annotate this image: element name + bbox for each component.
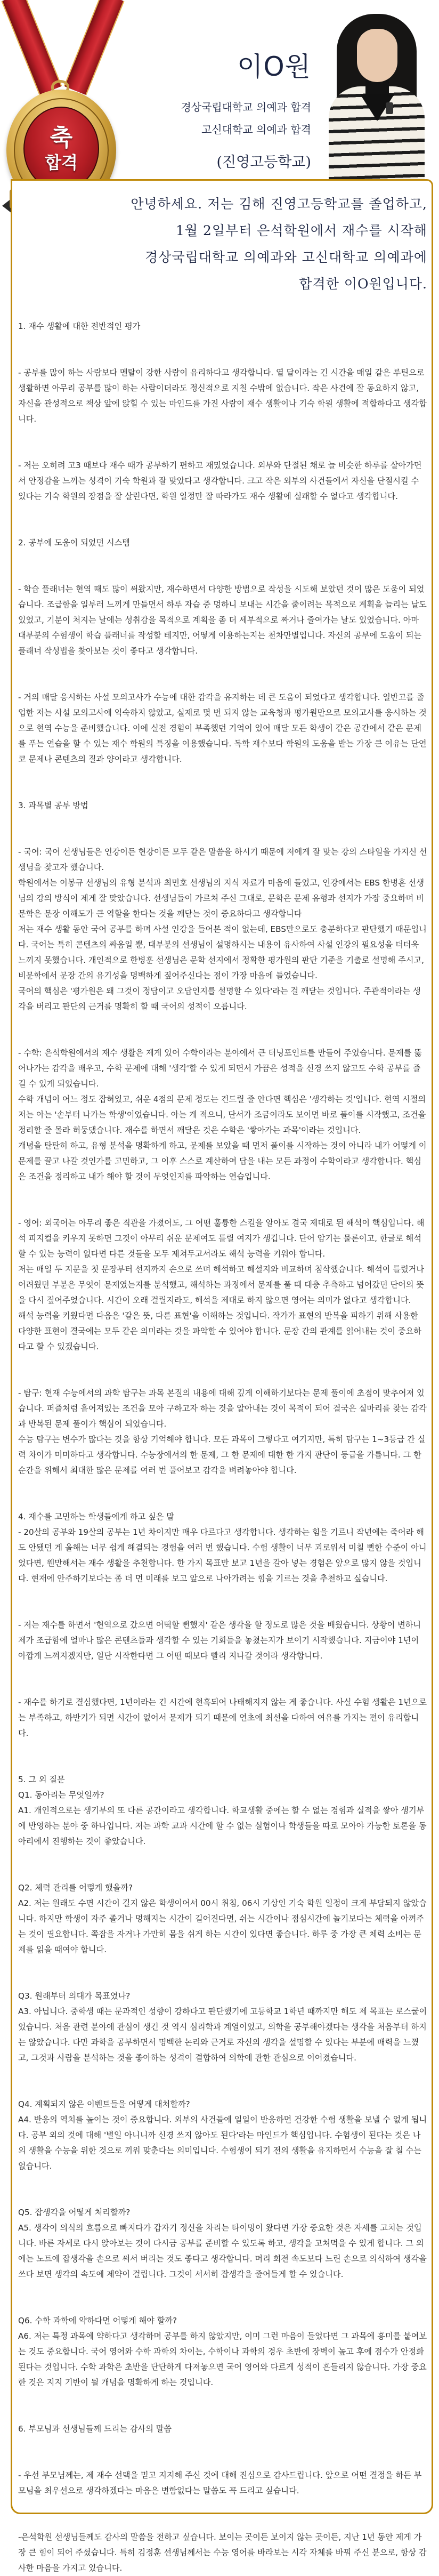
accepted-schools bbox=[181, 96, 311, 141]
mic-icon bbox=[386, 102, 393, 114]
question: Q3. 원래부터 의대가 목표였나? bbox=[18, 1991, 131, 2001]
high-school: (진영고등학교) bbox=[216, 154, 311, 171]
paragraph-math: - 수학: 은석학원에서의 재수 생활은 제게 있어 수학이라는 분야에서 큰 터닝포인트를 만들어 주었습니다. 문제를 뚫어나가는 감각을 배우고, 수학 문제에 대해 '생각'할 수 있게 되면서 가끔은 성적을 신경 쓰지 않고도 수학 공부를 즐길 수 있게 되었습니다. bbox=[18, 1048, 422, 1089]
paragraph: - 저는 오히려 고3 때보다 재수 때가 공부하기 편하고 재밌었습니다. 외부와 단절된 채로 늘 비슷한 하루를 살아가면서 안정감을 느끼는 성격이 기숙 학원과 잘 맞았다고 생각합니다. 크고 작은 외부의 사건들에서 자신을 단절시킬 수 있다는 기숙 학원의 장점을 잘 살린다면, 학원 일정만 잘 따라가도 재수 생활에 실패할 수 없다고 생각합니다. bbox=[18, 461, 422, 501]
question: Q1. 동아리는 무엇일까? bbox=[18, 1790, 104, 1800]
section-heading: 6. 부모님과 선생님들께 드리는 감사의 말씀 bbox=[18, 2424, 172, 2434]
paragraph-science: 수능 탐구는 변수가 많다는 것을 항상 기억해야 합니다. 모든 과목이 그렇다고 여기지만, 특히 탐구는 1~3등급 간 실력 차이가 미미하다고 생각합니다. 수능장에서의 한 문제, 그 한 문제에 대한 한 가지 판단이 등급을 가릅니다. 그 한순간을 위해서 최대한 많은 문제를 여러 번 풀어보고 감각을 벼려놓아야 합니다. bbox=[18, 1435, 426, 1475]
medal-ribbon-right bbox=[64, 0, 125, 95]
question: Q6. 수학 과학에 약하다면 어떻게 해야 할까? bbox=[18, 2316, 177, 2325]
student-photo bbox=[326, 6, 427, 180]
paragraph: -은석학원 선생님들께도 감사의 말씀을 전하고 싶습니다. 보이는 곳이든 보이지 않는 곳이든, 지난 1년 동안 제게 가장 큰 힘이 되어 주셨습니다. 특히 김정훈 선생님께서는 수능 영어를 바라보는 시각 자체를 바꿔 주신 분으로, 항상 감사한 마음을 가지고 있습니다. bbox=[18, 2532, 427, 2573]
medal-title: 합격 bbox=[45, 152, 78, 173]
paragraph-english: 저는 매일 두 지문을 첫 문장부터 선지까지 손으로 쓰며 해석하고 해설지와 비교하며 첨삭했습니다. 해석이 틀렸거나 어려웠던 부분은 무엇이 문제였는지를 분석했고, 해석하는 과정에서 문제를 풀 때 대충 추측하고 넘어갔던 단어의 뜻을 다시 짚어주었습니다. 시간이 오래 걸릴지라도, 해석을 제대로 하지 않으면 영어는 의미가 없다고 생각합니다. bbox=[18, 1265, 424, 1305]
answer: A4. 반응의 역치를 높이는 것이 중요합니다. 외부의 사건들에 일일이 반응하면 건강한 수험 생활을 보낼 수 없게 됩니다. 공부 외의 것에 대해 '별일 아니니까 신경 쓰지 않아도 된다'라는 마인드가 핵심입니다. 수험생이 된다는 것은 나의 생활을 수능을 위한 것으로 끼워 맞춘다는 의미입니다. 수험생이 되기 전의 생활을 유지하면서 수능을 잘 칠 수는 없습니다. bbox=[18, 2115, 427, 2171]
paragraph: - 학습 플래너는 현역 때도 많이 써왔지만, 재수하면서 다양한 방법으로 작성을 시도해 보았던 것이 많은 도움이 되었습니다. 조급함을 일부러 느끼게 만들면서 하루 자습 중 멍하니 보내는 시간을 줄이려는 목적으로 계획을 늘리는 날도 있었고, 기분이 처지는 날에는 성취감을 목적으로 계획을 좀 더 세부적으로 짜거나 줄여가는 날도 있었습니다. 아마 대부분의 수험생이 학습 플래너를 작성할 테지만, 어떻게 이용하는지는 천차만별입니다. 자신의 공부에 도움이 되는 플래너 작성법을 찾아보는 것이 좋다고 생각합니다. bbox=[18, 584, 427, 656]
paragraph: - 재수를 하기로 결심했다면, 1년이라는 긴 시간에 현혹되어 나태해지지 않는 게 좋습니다. 사실 수험 생활은 1년으로는 부족하고, 하반기가 되면 시간이 없어서 문제가 되기 때문에 연초에 최선을 다하여 여유를 가지는 편이 유리합니다. bbox=[18, 1697, 427, 1738]
paragraph: - 거의 매달 응시하는 사설 모의고사가 수능에 대한 감각을 유지하는 데 큰 도움이 되었다고 생각합니다. 일반고를 졸업한 저는 사설 모의고사에 익숙하지 않았고, 실제로 몇 번 되지 않는 교육청과 평가원만으로 모의고사를 응시하는 것으로 현역 수능을 준비했습니다. 이에 실전 경험이 부족했던 기억이 있어 매달 모든 학생이 같은 공간에서 같은 문제를 푸는 연습을 할 수 있는 재수 학원의 특징을 이용했습니다. 독학 재수보다 학원의 도움을 받는 가장 큰 이유는 단연코 문제나 콘텐츠의 질과 양이라고 생각합니다. bbox=[18, 693, 427, 764]
testimonial-body bbox=[18, 319, 428, 2576]
paragraph-math: 개념을 탄탄히 하고, 유형 분석을 명확하게 하고, 문제를 보았을 때 먼저 풀이를 시작하는 것이 아니라 내가 어떻게 이 문제를 끌고 나갈 것인가를 고민하고, 그 이후 스스로 계산하여 답을 내는 모든 과정이 수학이라고 생각합니다. 핵심은 조건을 정리하고 내가 해야 할 것이 무엇인지를 파악하는 연습입니다. bbox=[18, 1141, 427, 1181]
paragraph-korean: - 국어: 국어 선생님들은 인강이든 현강이든 모두 같은 말씀을 하시기 때문에 저에게 잘 맞는 강의 스타일을 가지신 선생님을 찾고자 했습니다. bbox=[18, 847, 427, 872]
paragraph-korean: 저는 재수 생활 동안 국어 공부를 하며 사설 인강을 들어본 적이 없는데, EBS만으로도 충분하다고 판단했기 때문입니다. 국어는 특히 콘텐츠의 싸움일 뿐, 대부분의 선생님이 설명하시는 내용이 유사하여 사설 인강의 필요성을 더더욱 느끼지 못했습니다. 개인적으로 한병훈 선생님은 문학 선지에서 정확한 평가원의 판단 기준을 기출로 설명해 주시고, 비문학에서 문장 간의 유기성을 명백하게 짚어주신다는 점이 가장 마음에 들었습니다. bbox=[18, 924, 427, 980]
paragraph-korean: 학원에서는 이봉규 선생님의 유형 분석과 최민호 선생님의 지식 자료가 마음에 들었고, 인강에서는 EBS 한병훈 선생님의 강의 방식이 제게 잘 맞았습니다. 선생님들이 가르쳐 주신 그대로, 문학은 문제 유형과 선지가 가장 중요하며 비문학은 문장 이해도가 큰 역할을 한다는 것을 깨닫는 것이 중요하다고 생각합니다 bbox=[18, 878, 425, 919]
accepted-school-2: 고신대학교 의예과 합격 bbox=[201, 123, 311, 136]
section-heading: 2. 공부에 도움이 되었던 시스템 bbox=[18, 538, 130, 548]
section-heading: 5. 그 외 질문 bbox=[18, 1775, 65, 1784]
medal-big-char: 축 bbox=[50, 124, 73, 151]
paragraph-korean: 국어의 핵심은 '평가원은 왜 그것이 정답이고 오답인지를 설명할 수 있다'라는 걸 깨닫는 것입니다. 주관적이라는 생각을 버리고 판단의 근거를 명확히 할 때 국어의 성적이 오릅니다. bbox=[18, 986, 421, 1011]
paragraph-english: - 영어: 외국어는 아무리 좋은 직관을 가졌어도, 그 어떤 훌륭한 스킬을 알아도 결국 제대로 된 해석이 핵심입니다. 해석 피지컬을 키우지 못하면 그것이 아무리 쉬운 문제여도 틀릴 여지가 생깁니다. 단어 암기는 물론이고, 한글로 해석할 수 있는 능력이 없다면 다른 것들을 모두 제쳐두고서라도 해석 능력을 키워야 합니다. bbox=[18, 1218, 425, 1259]
paragraph-science: - 탐구: 현재 수능에서의 과학 탐구는 과목 본질의 내용에 대해 깊게 이해하기보다는 문제 풀이에 초점이 맞추어져 있습니다. 퍼즐처럼 흩어져있는 조건을 모아 구하고자 하는 것을 알아내는 것이 목적이 되어 결국은 실마리를 찾는 감각과 반복된 문제 풀이가 핵심이 되었습니다. bbox=[18, 1388, 427, 1429]
paragraph: - 저는 재수를 하면서 '현역으로 갔으면 어떡할 뻔했지' 같은 생각을 할 정도로 많은 것을 배웠습니다. 상황이 변하니 제가 조급함에 얼마나 많은 콘텐츠들과 생각할 수 있는 기회들을 놓쳤는지가 보이기 시작했습니다. 지금이야 1년이 아깝게 느껴지겠지만, 일단 시작한다면 그 어떤 때보다 빨리 지나갈 것이라 생각합니다. bbox=[18, 1620, 421, 1661]
paragraph-math: 수학 개념이 어느 정도 잡혀있고, 쉬운 4점의 문제 정도는 건드릴 줄 안다면 핵심은 '생각하는 것'입니다. 현역 시절의 저는 아는 '손부터 나가는 학생'이었습니다. 아는 게 적으니, 단서가 조금이라도 보이면 바로 풀이를 시작했고, 조건을 정리할 줄 몰라 허둥댔습니다. 재수를 하면서 깨달은 것은 수학은 '쌓아가는 과목'이라는 것입니다. bbox=[18, 1094, 426, 1135]
paragraph: - 20살의 공부와 19살의 공부는 1년 차이지만 매우 다르다고 생각합니다. 생각하는 힘을 기르니 작년에는 죽어라 해도 안됐던 게 올해는 너무 쉽게 해결되는 경험을 여러 번 했습니다. 수험 생활이 너무 괴로워서 미칠 뻔한 수준이 아니었다면, 웬만해서는 재수 생활을 추천합니다. 한 가지 목표만 보고 1년을 갈아 넣는 경험은 앞으로 많지 않을 것입니다. 현재에 안주하기보다는 좀 더 먼 미래를 보고 앞으로 나아가려는 힘을 기르는 것을 추천하고 싶습니다. bbox=[18, 1527, 427, 1583]
accepted-school-1: 경상국립대학교 의예과 합격 bbox=[181, 101, 311, 114]
answer: A2. 저는 원래도 수면 시간이 길지 않은 학생이어서 00시 취침, 06시 기상인 기숙 학원 일정이 크게 부담되지 않았습니다. 하지만 학생이 자주 졸거나 멍해지는 시간이 길어진다면, 쉬는 시간이나 점심시간에 놀기보다는 체력을 아껴주는 것이 필요합니다. 쪽잠을 자거나 가만히 몸을 쉬게 하는 시간이 있다면 좋습니다. 하루 중 가장 큰 체력 소비는 문제를 읽을 때여야 합니다. bbox=[18, 1898, 427, 1954]
intro-greeting: 안녕하세요. 저는 김해 진영고등학교를 졸업하고, 1월 2일부터 은석학원에서 재수를 시작해 경상국립대학교 의예과와 고신대학교 의예과에 합격한 이O원입니다. bbox=[131, 196, 427, 292]
section-heading: 4. 재수를 고민하는 학생들에게 하고 싶은 말 bbox=[18, 1512, 174, 1522]
answer: A6. 저는 특정 과목에 약하다고 생각하며 공부를 하지 않았지만, 이미 그런 마음이 들었다면 그 과목에 흥미를 붙여보는 것도 중요합니다. 국어 영어와 수학 과학의 차이는, 수학이나 과학의 경우 초반에 장벽이 높고 후에 점수가 안정화된다는 것입니다. 수학 과학은 초반을 단단하게 다져놓으면 국어 영어와 다르게 성적이 흔들리지 않습니다. 가장 중요한 것은 지지 기반이 될 개념을 명확하게 하는 것입니다. bbox=[18, 2331, 427, 2387]
section-heading: 1. 재수 생활에 대한 전반적인 평가 bbox=[18, 321, 141, 331]
paragraph: - 우선 부모님께는, 제 재수 선택을 믿고 지지해 주신 것에 대해 진심으로 감사드립니다. 앞으로 어떤 결정을 하든 부모님을 최우선으로 생각하겠다는 마음은 변함없다는 말씀도 꼭 드리고 싶습니다. bbox=[18, 2470, 422, 2495]
answer: A5. 생각이 의식의 흐름으로 빠지다가 갑자기 정신을 차리는 타이밍이 왔다면 가장 중요한 것은 자세를 고치는 것입니다. 바른 자세로 다시 앉아보는 것이 다시금 공부를 준비할 수 있도록 하고, 생각을 고쳐먹을 수 있게 합니다. 그 외에는 노트에 잡생각을 손으로 써서 버리는 것도 좋다고 생각합니다. 머리 회전 속도보다 느린 손으로 의식하여 생각을 쓰다 보면 생각의 속도에 제약이 걸립니다. 그것이 서서히 잡생각을 줄어들게 할 수 있습니다. bbox=[18, 2223, 427, 2279]
section-heading: 3. 과목별 공부 방법 bbox=[18, 801, 88, 810]
question: Q2. 체력 관리를 어떻게 했을까? bbox=[18, 1883, 133, 1893]
medal-ribbon-left bbox=[1, 0, 62, 95]
question: Q5. 잡생각을 어떻게 처리할까? bbox=[18, 2208, 131, 2217]
question: Q4. 계획되지 않은 이벤트들을 어떻게 대처할까? bbox=[18, 2099, 190, 2109]
answer: A1. 개인적으로는 생기부의 또 다른 공간이라고 생각합니다. 학교생활 중에는 할 수 없는 경험과 실적을 쌓아 생기부에 반영하는 분야 중 하나입니다. 저는 과학 교과 시간에 할 수 없는 실험이나 학생들을 따로 모아야 가능한 토론을 동아리에서 진행하는 것이 좋았습니다. bbox=[18, 1806, 427, 1846]
student-name: 이O원 bbox=[237, 51, 311, 82]
answer: A3. 아닙니다. 중학생 때는 문과적인 성향이 강하다고 판단했기에 고등학교 1학년 때까지만 해도 제 목표는 로스쿨이었습니다. 처음 관련 분야에 관심이 생긴 것 역시 심리학과 계열이었고, 의학을 공부해야겠다는 생각을 처음부터 하지는 않았습니다. 다만 과학을 공부하면서 명백한 논리와 근거로 자신의 생각을 설명할 수 있다는 부분에 매력을 느꼈고, 그것과 사람을 분석하는 것을 좋아하는 성격이 결합하여 의학에 관한 관심으로 이어졌습니다. bbox=[18, 2007, 427, 2063]
paragraph-english: 해석 능력을 키웠다면 다음은 '같은 뜻, 다른 표현'을 이해하는 것입니다. 작가가 표현의 반복을 피하기 위해 사용한 다양한 표현이 결국에는 모두 같은 의미라는 것을 파악할 수 있어야 합니다. 문장 간의 관계를 읽어내는 것이 중요하다고 할 수 있겠습니다. bbox=[18, 1311, 421, 1351]
paragraph: - 공부를 많이 하는 사람보다 멘탈이 강한 사람이 유리하다고 생각합니다. 열 달이라는 긴 시간을 매일 같은 루틴으로 생활하면 아무리 공부를 많이 하는 사람이더라도 정신적으로 지칠 수밖에 없습니다. 작은 사건에 잘 동요하지 않고, 자신을 관성적으로 책상 앞에 앉힐 수 있는 마인드를 가진 사람이 재수 생활이나 기숙 학원 생활에 적합하다고 생각합니다. bbox=[18, 368, 427, 424]
